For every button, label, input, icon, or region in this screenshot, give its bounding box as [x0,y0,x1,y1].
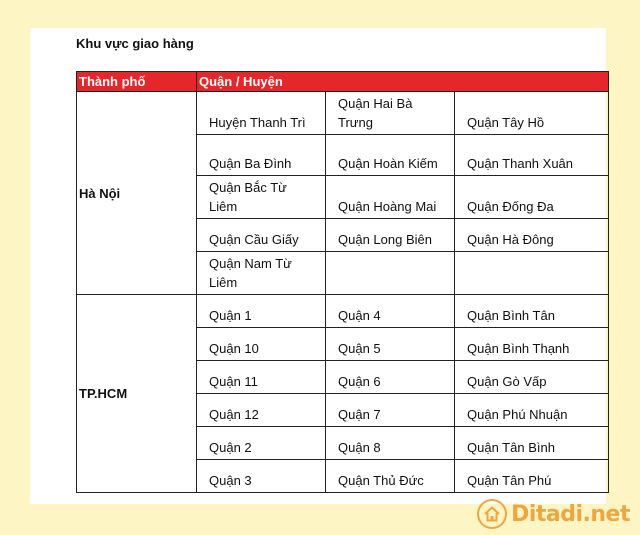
district-cell: Quận 12 [197,394,326,427]
district-cell: Quận Bắc Từ Liêm [197,176,326,219]
header-district: Quận / Huyện [197,72,609,92]
table-row [77,92,609,135]
district-cell: Quận 6 [326,361,455,394]
district-cell: Quận 10 [197,328,326,361]
district-cell: Quận Bình Thạnh [455,328,609,361]
district-cell: Quận Hai Bà Trưng [326,92,455,135]
district-cell: Quận Gò Vấp [455,361,609,394]
header-city: Thành phố [77,72,197,92]
watermark [477,499,630,529]
district-cell: Quận Phú Nhuận [455,394,609,427]
table-header-row [77,72,609,92]
district-cell: Quận 11 [197,361,326,394]
district-cell: Quận Nam Từ Liêm [197,252,326,295]
district-cell: Quận Long Biên [326,219,455,252]
district-cell: Quận 4 [326,295,455,328]
city-cell-hcm: TP.HCM [77,295,197,493]
district-cell [455,252,609,295]
district-cell: Quận Hoàn Kiếm [326,135,455,176]
document-page [30,28,606,504]
page-title: Khu vực giao hàng [76,36,194,51]
district-cell: Quận 3 [197,460,326,493]
watermark-text: Ditadi.net [511,501,630,527]
district-cell: Quận Thủ Đức [326,460,455,493]
district-cell: Quận Tân Bình [455,427,609,460]
district-cell: Huyện Thanh Trì [197,92,326,135]
district-cell: Quận Cầu Giấy [197,219,326,252]
district-cell: Quận Thanh Xuân [455,135,609,176]
district-cell: Quận Tân Phú [455,460,609,493]
district-cell: Quận 5 [326,328,455,361]
table-row [77,295,609,328]
district-cell: Quận 8 [326,427,455,460]
district-cell: Quận Ba Đình [197,135,326,176]
district-cell: Quận Đống Đa [455,176,609,219]
district-cell: Quận Hà Đông [455,219,609,252]
district-cell [326,252,455,295]
district-cell: Quận 7 [326,394,455,427]
city-cell-hanoi: Hà Nội [77,92,197,295]
district-cell: Quận Tây Hồ [455,92,609,135]
district-cell: Quận 2 [197,427,326,460]
district-cell: Quận 1 [197,295,326,328]
house-icon [477,499,507,529]
district-cell: Quận Hoàng Mai [326,176,455,219]
delivery-zones-table [76,71,609,493]
district-cell: Quận Bình Tân [455,295,609,328]
